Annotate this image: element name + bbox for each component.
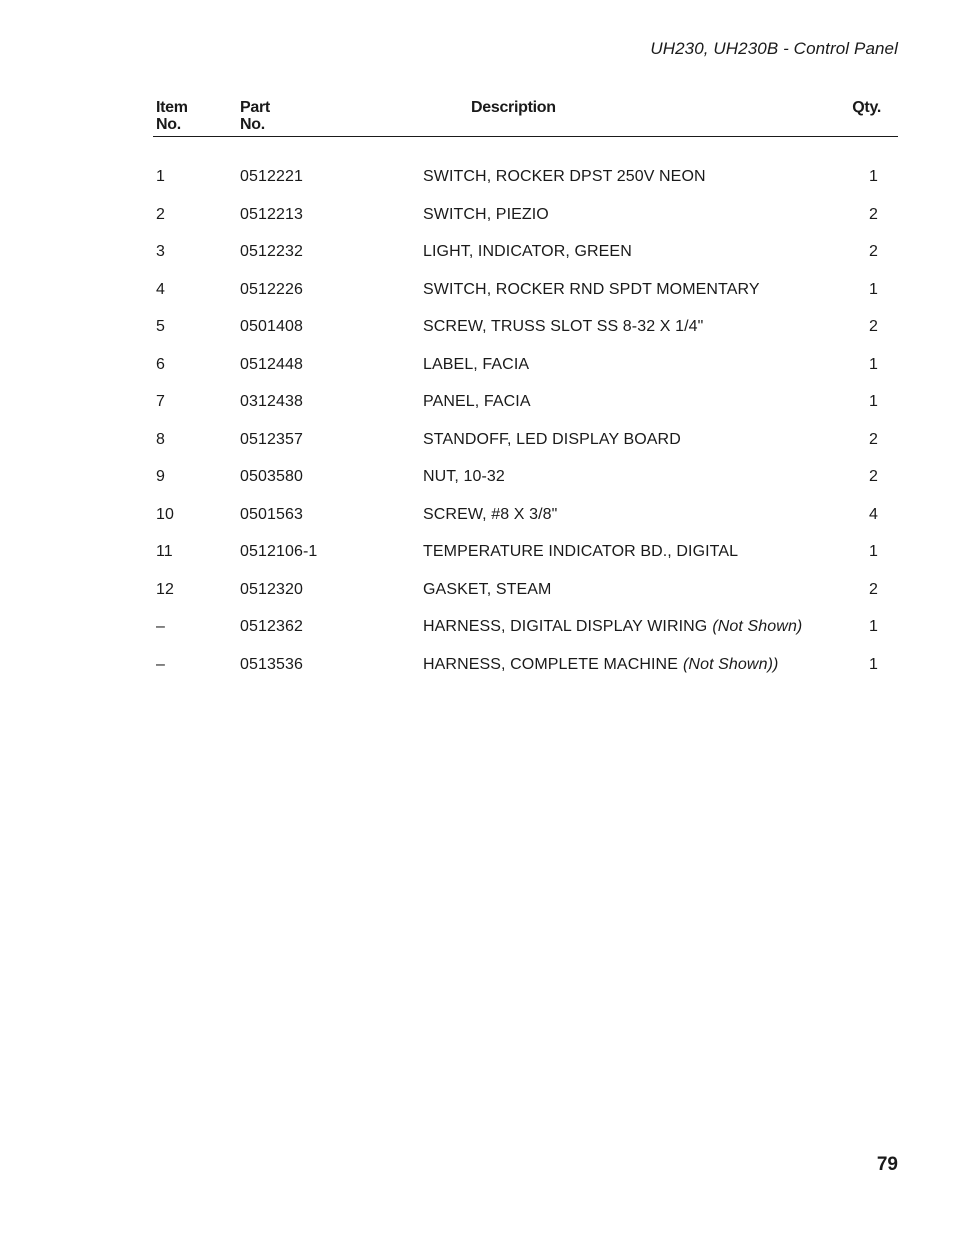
column-header-part-line2: No. (240, 116, 265, 133)
table-row (153, 577, 898, 615)
table-header (153, 98, 898, 137)
quantity: 1 (869, 543, 878, 560)
item-no: 6 (156, 355, 165, 373)
table-row (153, 314, 898, 352)
quantity: 1 (869, 655, 878, 673)
description-text: SWITCH, ROCKER RND SPDT MOMENTARY (423, 280, 760, 298)
quantity: 2 (869, 468, 878, 485)
quantity: 2 (869, 205, 878, 223)
item-no: 10 (156, 505, 174, 523)
description-text: PANEL, FACIA (423, 393, 531, 410)
not-shown-note: (Not Shown) (712, 618, 803, 635)
description-text: HARNESS, DIGITAL DISPLAY WIRING (423, 618, 708, 635)
table-row (153, 539, 898, 577)
part-no: 0512357 (240, 430, 303, 448)
description-text: TEMPERATURE INDICATOR BD., DIGITAL (423, 543, 739, 560)
part-no: 0513536 (240, 655, 303, 673)
quantity: 1 (869, 618, 878, 635)
table-row (153, 502, 898, 540)
table-row (153, 352, 898, 390)
part-no: 0512448 (240, 355, 303, 373)
quantity: 1 (869, 393, 878, 410)
quantity: 2 (869, 243, 878, 260)
item-no: 5 (156, 318, 165, 335)
part-no: 0512362 (240, 618, 303, 635)
table-row (153, 202, 898, 240)
column-header-description: Description (471, 99, 556, 116)
item-no: 11 (156, 543, 173, 560)
part-no: 0512320 (240, 580, 303, 598)
table-row (153, 614, 898, 652)
quantity: 1 (869, 280, 878, 298)
table-row (153, 389, 898, 427)
column-header-item-line1: Item (156, 99, 188, 116)
description-text: SWITCH, PIEZIO (423, 205, 549, 223)
description (423, 618, 802, 636)
part-no: 0503580 (240, 468, 303, 485)
table-row (153, 164, 898, 202)
table-row (153, 464, 898, 502)
part-no: 0512106-1 (240, 543, 318, 560)
column-header-item-no (156, 99, 188, 133)
description (423, 168, 706, 186)
not-shown-note: (Not Shown)) (682, 655, 779, 673)
table-row (153, 277, 898, 315)
quantity: 1 (869, 168, 878, 185)
description-text: SCREW, TRUSS SLOT SS 8-32 X 1/4" (423, 318, 704, 335)
description (423, 543, 738, 561)
quantity: 2 (869, 430, 878, 448)
item-no: 1 (156, 168, 165, 185)
column-header-qty: Qty. (852, 99, 881, 116)
quantity: 4 (869, 505, 878, 523)
table-body (153, 164, 898, 689)
description-text: LABEL, FACIA (423, 355, 530, 373)
description (423, 656, 778, 674)
description-text: NUT, 10-32 (423, 468, 505, 485)
description-text: SCREW, #8 X 3/8" (423, 505, 558, 523)
description (423, 318, 703, 336)
column-header-item-line2: No. (156, 116, 181, 133)
part-no: 0312438 (240, 393, 303, 410)
description-text: HARNESS, COMPLETE MACHINE (423, 655, 678, 673)
item-no: 8 (156, 430, 165, 448)
description (423, 581, 551, 599)
description-text: SWITCH, ROCKER DPST 250V NEON (423, 168, 706, 185)
item-no: 4 (156, 280, 165, 298)
item-no: 12 (156, 580, 174, 598)
page-number: 79 (876, 1154, 898, 1175)
quantity: 2 (869, 580, 878, 598)
table-row (153, 239, 898, 277)
table-row (153, 652, 898, 690)
description-text: LIGHT, INDICATOR, GREEN (423, 243, 632, 260)
description (423, 431, 681, 449)
part-no: 0501563 (240, 505, 303, 523)
part-no: 0512226 (240, 280, 303, 298)
quantity: 1 (869, 355, 878, 373)
table-row (153, 427, 898, 465)
description (423, 393, 531, 411)
description (423, 206, 549, 224)
item-no: – (156, 655, 165, 673)
item-no: 3 (156, 243, 165, 260)
description (423, 243, 632, 261)
description (423, 506, 557, 524)
description (423, 468, 505, 486)
column-header-part-no (240, 99, 270, 133)
item-no: 2 (156, 205, 165, 223)
part-no: 0512232 (240, 243, 303, 260)
column-header-part-line1: Part (240, 99, 270, 116)
part-no: 0501408 (240, 318, 303, 335)
parts-table (153, 98, 898, 689)
part-no: 0512213 (240, 205, 303, 223)
quantity: 2 (869, 318, 878, 335)
item-no: – (156, 618, 165, 635)
description (423, 281, 760, 299)
description-text: STANDOFF, LED DISPLAY BOARD (423, 430, 681, 448)
item-no: 7 (156, 393, 165, 410)
running-title: UH230, UH230B - Control Panel (650, 39, 898, 58)
item-no: 9 (156, 468, 165, 485)
part-no: 0512221 (240, 168, 303, 185)
description (423, 356, 529, 374)
description-text: GASKET, STEAM (423, 580, 552, 598)
